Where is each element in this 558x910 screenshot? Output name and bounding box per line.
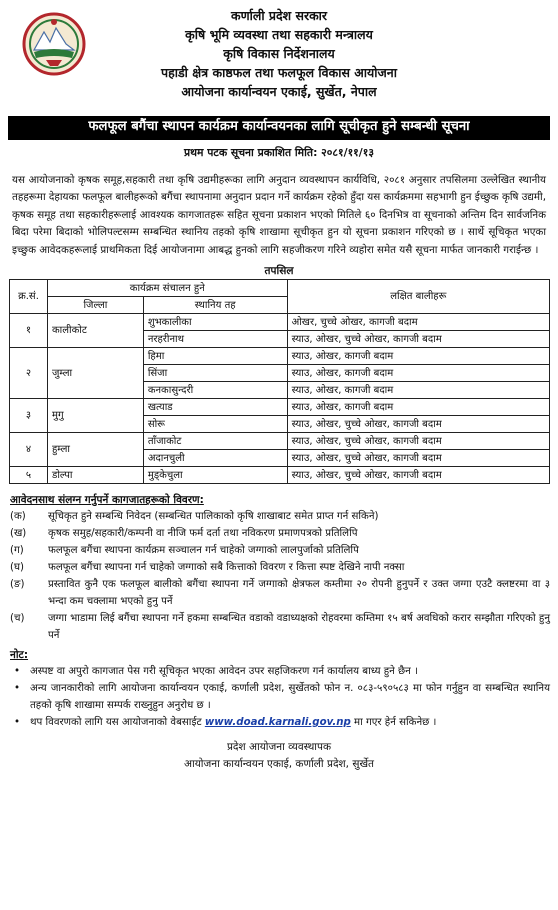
cell-target-crops: स्याउ, ओखर, कागजी बदाम [287, 348, 549, 365]
cell-target-crops: स्याउ, ओखर, कागजी बदाम [287, 382, 549, 399]
cell-target-crops: स्याउ, ओखर, चुच्चे ओखर, कागजी बदाम [287, 467, 549, 484]
header-program-area: कार्यक्रम संचालन हुने [47, 280, 287, 297]
document-text: कृषक समुह/सहकारी/कम्पनी वा नीजि फर्म दर्ता तथा नविकरण प्रमाणपत्रको प्रतिलिपि [48, 528, 358, 540]
bullet-icon: • [14, 666, 21, 678]
cell-target-crops: स्याउ, ओखर, कागजी बदाम [287, 365, 549, 382]
cell-sn: १ [10, 314, 48, 348]
table-row [10, 399, 550, 416]
notes-list [8, 663, 550, 731]
note-item [8, 680, 550, 714]
cell-target-crops: ओखर, चुच्चे ओखर, कागजी बदाम [287, 314, 549, 331]
notice-title-banner: फलफूल बगैंचा स्थापन कार्यक्रम कार्यान्वयनका लागि सूचीकृत हुने सम्बन्धी सूचना [8, 116, 550, 140]
cell-sn: ३ [10, 399, 48, 433]
cell-district: मुगु [47, 399, 143, 433]
documents-heading: आवेदनसाथ संलग्न गर्नुपर्ने कागजातहरूको विवरण: [10, 494, 204, 507]
document-label: (घ) [10, 562, 24, 574]
cell-target-crops: स्याउ, ओखर, चुच्चे ओखर, कागजी बदाम [287, 433, 549, 450]
document-label: (ङ) [10, 579, 25, 591]
document-item [8, 542, 550, 559]
bullet-icon: • [14, 717, 21, 729]
intro-paragraph: यस आयोजनाको कृषक समूह,सहकारी तथा कृषि उद्यमीहरूका लागि अनुदान व्यवस्थापन कार्यविधि, २०८१ अनुसार तपसिलमा उल्लेखित स्थानीय तहहरूमा देहायका फलफूल बालीहरूको बगैंचा स्थापनामा अनुदान प्रदान गर्ने कार्यक्रम रहेको हुँदा यस कार्यक्रममा सहभागी हुन ईच्छुक कृषि उद्यमी, कृषक समूह तथा सहकारीहरूलाई आवश्यक कागजातहरू सहित सूचना प्रकाशन भएको मितिले ६० दिनभित्र वा सूचनाको अन्तिम दिन सार्वजनिक बिदा परेमा बिदाको भोलिपल्टसम्म सम्बन्धित स्थानिय तहको कृषि शाखामा सूचीकृत हुन यो सूचना प्रकाशन गरिएको छ । सार्थे सूचिकृत भएका इच्छुक आवेदकहरूलाई प्राथमिकता दिई आयोजनामा आबद्ध हुनको लागि सहजीकरण गरिने व्यहोरा समेत यसै सूचना मार्फत जानकारी गराईन्छ । [12, 174, 546, 256]
document-item [8, 559, 550, 576]
document-label: (ख) [10, 528, 27, 540]
signature-office: आयोजना कार्यान्वयन एकाई, कर्णाली प्रदेश, सुर्खेत [183, 758, 375, 771]
header-sn: क्र.सं. [10, 280, 48, 314]
note-website-prefix: थप विवरणको लागि यस आयोजनाको वेबसाईट [30, 717, 202, 729]
document-item [8, 576, 550, 610]
table-row [10, 467, 550, 484]
cell-target-crops: स्याउ, ओखर, कागजी बदाम [287, 399, 549, 416]
header-line-directorate: कृषि विकास निर्देशनालय [223, 46, 335, 61]
notice-header [8, 6, 550, 114]
cell-sn: ४ [10, 433, 48, 467]
document-item [8, 610, 550, 644]
header-line-project: पहाडी क्षेत्र काष्ठफल तथा फलफूल विकास आयोजना [161, 65, 397, 80]
table-row [10, 433, 550, 450]
cell-local-level: सोरू [143, 416, 287, 433]
header-local-level: स्थानिय तह [143, 297, 287, 314]
document-label: (ग) [10, 545, 24, 557]
header-district: जिल्ला [47, 297, 143, 314]
cell-local-level: नरहरीनाथ [143, 331, 287, 348]
note-text [30, 714, 550, 731]
bullet-icon: • [14, 683, 21, 695]
cell-target-crops: स्याउ, ओखर, चुच्चे ओखर, कागजी बदाम [287, 450, 549, 467]
document-item [8, 525, 550, 542]
cell-sn: २ [10, 348, 48, 399]
cell-local-level: शुभकालीका [143, 314, 287, 331]
website-link[interactable]: www.doad.karnali.gov.np [204, 717, 351, 729]
header-line-ministry: कृषि भूमि व्यवस्था तथा सहकारी मन्त्रालय [185, 27, 373, 42]
note-text: अन्य जानकारीको लागि आयोजना कार्यान्वयन एकाई, कर्णाली प्रदेश, सुर्खेतको फोन न. ०८३-५९०५८३ मा फोन गर्नुहुन वा सम्बन्धित स्थानिय तहको कृषि शाखामा सम्पर्क राख्नुहुन अनुरोध छ । [30, 683, 550, 712]
cell-local-level: हिमा [143, 348, 287, 365]
cell-district: जुम्ला [47, 348, 143, 399]
note-website-suffix: मा गएर हेर्न सकिनेछ । [354, 717, 437, 729]
document-text: प्रस्तावित कुनै एक फलफूल बालीको बगैंचा स्थापना गर्ने जग्गाको क्षेत्रफल कम्तीमा २० रोपनी हुनुपर्ने र उक्त जग्गा एउटै क्लष्टरमा वा ३ भन्दा कम चक्लामा भएको हुनु पर्ने [48, 579, 550, 608]
cell-target-crops: स्याउ, ओखर, चुच्चे ओखर, कागजी बदाम [287, 331, 549, 348]
document-text: फलफूल बगैंचा स्थापना गर्न चाहेको जग्गाको सबै कित्ताको विवरण र कित्ता स्पष्ट देखिने नापी नक्सा [48, 562, 405, 574]
document-text: जग्गा भाडामा लिई बगैंचा स्थापना गर्ने हकमा सम्बन्धित वडाको वडाध्यक्षको रोहवरमा कम्तिमा १५ बर्ष अवधिको करार सम्झौता गरिएको हुनु पर्ने [48, 613, 550, 642]
cell-district: डोल्पा [47, 467, 143, 484]
cell-local-level: सिंजा [143, 365, 287, 382]
note-item [8, 663, 550, 680]
document-label: (च) [10, 613, 25, 625]
signature-title: प्रदेश आयोजना व्यवस्थापक [226, 741, 332, 754]
document-item [8, 508, 550, 525]
cell-district: हुम्ला [47, 433, 143, 467]
document-text: सूचिकृत हुने सम्बन्धि निवेदन (सम्बन्धित पालिकाको कृषि शाखाबाट समेत प्राप्त गर्न सकिने) [48, 511, 379, 523]
table-title: तपसिल [264, 265, 294, 278]
notes-heading: नोट: [10, 649, 29, 662]
publish-date: प्रथम पटक सूचना प्रकाशित मिति: २०८१/११/१३ [184, 146, 374, 159]
document-text: फलफूल बगैंचा स्थापना कार्यक्रम सञ्चालन गर्न चाहेको जग्गाको लालपुर्जाको प्रतिलिपि [48, 545, 359, 557]
nepal-emblem-logo [22, 12, 86, 76]
cell-local-level: ताँजाकोट [143, 433, 287, 450]
document-label: (क) [10, 511, 26, 523]
cell-local-level: अदानचुली [143, 450, 287, 467]
table-body [10, 314, 550, 484]
program-table [9, 279, 550, 484]
header-line-government: कर्णाली प्रदेश सरकार [230, 8, 328, 23]
header-target-crops: लक्षित बालीहरू [287, 280, 549, 314]
table-row [10, 348, 550, 365]
cell-local-level: मुड्केचुला [143, 467, 287, 484]
documents-list [8, 508, 550, 644]
cell-district: कालीकोट [47, 314, 143, 348]
header-line-unit: आयोजना कार्यान्वयन एकाई, सुर्खेत, नेपाल [181, 84, 377, 99]
note-text: अस्पष्ट वा अपुरो कागजात पेस गरी सूचिकृत भएका आवेदन उपर सहजिकरण गर्न कार्यालय बाध्य हुने छैन । [30, 666, 418, 678]
cell-target-crops: स्याउ, ओखर, चुच्चे ओखर, कागजी बदाम [287, 416, 549, 433]
cell-local-level: कनकासुन्दरी [143, 382, 287, 399]
table-row [10, 314, 550, 331]
cell-sn: ५ [10, 467, 48, 484]
cell-local-level: खत्याड [143, 399, 287, 416]
note-item [8, 714, 550, 731]
signature-block [8, 739, 550, 773]
